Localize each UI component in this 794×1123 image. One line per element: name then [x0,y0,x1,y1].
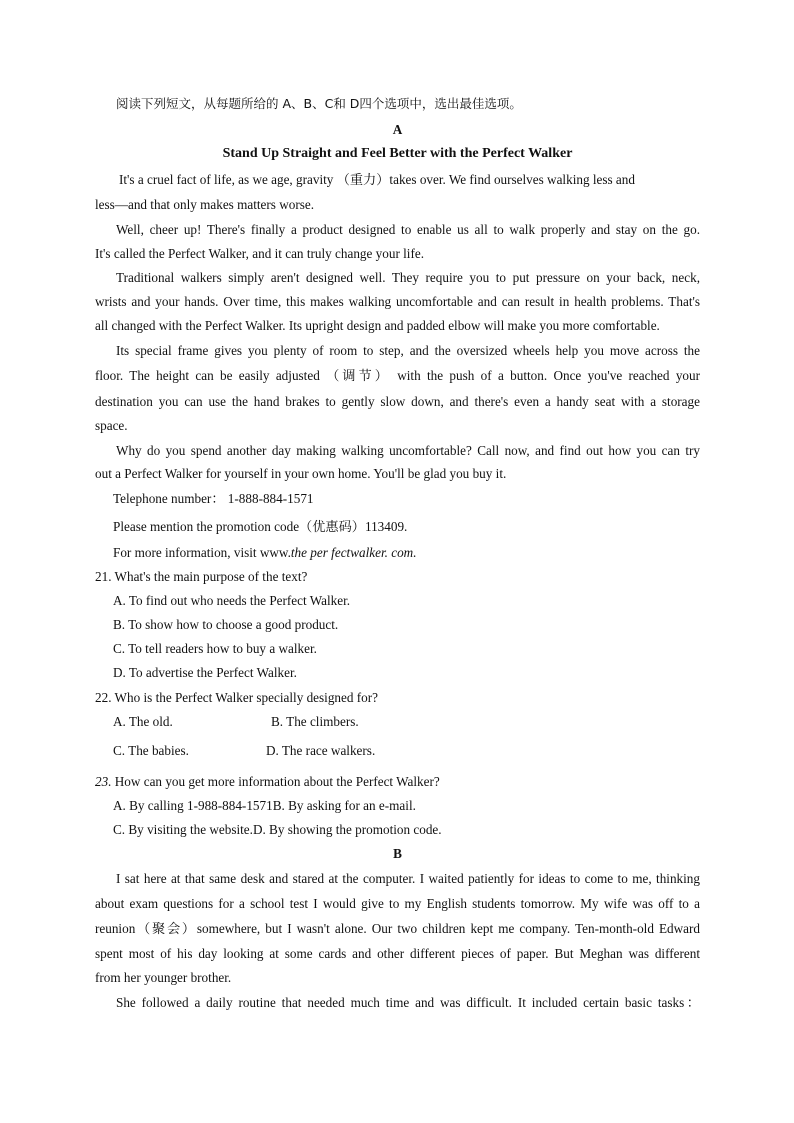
passage-b-line-3: reunion（聚会）somewhere, but I wasn't alone. Our two children kept me company. Ten-month-old Edward [95,921,700,936]
website-link: the per fectwalker. com. [290,545,417,560]
section-b-label: B [393,846,402,861]
more-info-prefix: For more information, visit www. [113,545,291,560]
question-22-stem: 22. Who is the Perfect Walker specially designed for? [95,690,378,705]
question-21-option-a: A. To find out who needs the Perfect Walker. [113,593,351,608]
question-23-option-a: A. By calling 1-988-884-1571 [113,798,273,813]
question-23-option-c: C. By visiting the website. [113,822,253,837]
passage-a-title: Stand Up Straight and Feel Better with the Perfect Walker [222,146,573,161]
question-21-stem: 21. What's the main purpose of the text? [95,569,308,584]
passage-b-line-2: about exam questions for a school test I would give to my English students tomorrow. My wife was off to a [95,896,700,911]
section-a-label: A [392,122,403,137]
passage-b-line-5: from her younger brother. [95,970,232,985]
passage-a-line-9: floor. The height can be easily adjusted （调节） with the push of a button. Once you've reached your [95,368,700,383]
passage-a-line-11: space. [95,418,128,433]
question-23-option-d: D. By showing the promotion code. [252,822,442,837]
promotion-code: Please mention the promotion code（优惠码）113409. [113,519,408,534]
question-23-options-row-2 [113,822,442,838]
question-22-option-b: B. The climbers. [271,714,359,729]
question-23-options-row-1 [113,798,416,814]
question-21-option-c: C. To tell readers how to buy a walker. [113,641,317,656]
passage-a-line-1: It's a cruel fact of life, as we age, gravity （重力）takes over. We find ourselves walking less and [119,172,635,187]
passage-a-line-12: Why do you spend another day making walking uncomfortable? Call now, and find out how you can try [116,443,700,458]
question-23-stem [95,774,440,790]
passage-a-line-6: wrists and your hands. Over time, this makes walking uncomfortable and can result in health problems. That's [95,294,700,309]
question-22-option-c: C. The babies. [113,743,189,758]
passage-a-line-7: all changed with the Perfect Walker. Its upright design and padded elbow will make you more comfortable. [95,318,660,333]
passage-b-line-1: I sat here at that same desk and stared at the computer. I waited patiently for ideas to come to me, thinking [116,871,700,886]
question-22-option-a: A. The old. [113,714,173,729]
reading-instruction: 阅读下列短文，从每题所给的 A、B、C和 D四个选项中，选出最佳选项。 [116,96,522,111]
question-21-option-d: D. To advertise the Perfect Walker. [113,665,297,680]
passage-a-line-3: Well, cheer up! There's finally a product designed to enable us all to walk properly and stay on the go. [116,222,700,237]
telephone-number: Telephone number： 1-888-884-1571 [113,491,314,506]
question-21-option-b: B. To show how to choose a good product. [113,617,339,632]
passage-a-line-13: out a Perfect Walker for yourself in your own home. You'll be glad you buy it. [95,466,507,481]
question-23-text: How can you get more information about the Perfect Walker? [111,774,440,789]
passage-a-line-2: less—and that only makes matters worse. [95,197,315,212]
question-23-option-b: B. By asking for an e-mail. [272,798,416,813]
more-info-line [113,545,417,561]
passage-b-line-4: spent most of his day looking at some cards and other different pieces of paper. But Meghan was different [95,946,700,961]
passage-a-line-10: destination you can use the hand brakes to gently slow down, and there's even a handy seat with a storage [95,394,700,409]
question-22-option-d: D. The race walkers. [266,743,376,758]
passage-b-line-6: She followed a daily routine that needed much time and was difficult. It included certain basic tasks： [116,995,700,1010]
passage-a-line-8: Its special frame gives you plenty of room to step, and the oversized wheels help you move across the [116,343,700,358]
question-23-number: 23. [95,774,112,789]
passage-a-line-4: It's called the Perfect Walker, and it can truly change your life. [95,246,424,261]
passage-a-line-5: Traditional walkers simply aren't designed well. They require you to put pressure on your back, neck, [116,270,700,285]
